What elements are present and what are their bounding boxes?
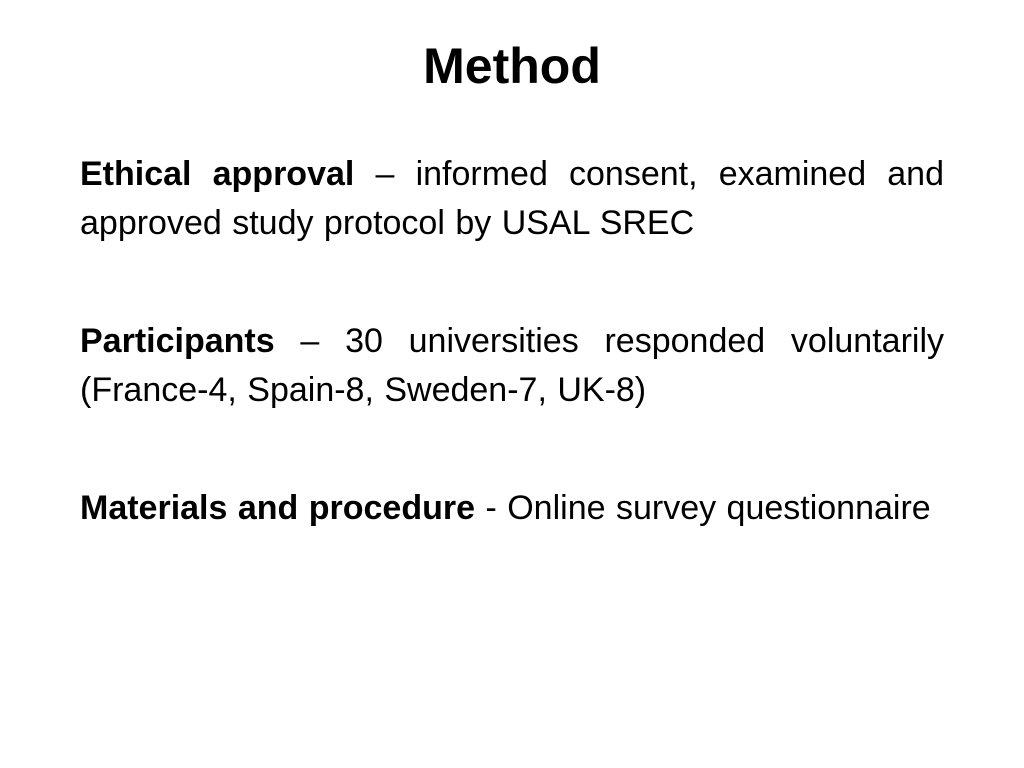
paragraph-text: – 30 universities responded voluntarily (France-4, Spain-8, Sweden-7, UK-8) — [80, 322, 944, 409]
paragraph-text: – informed consent, examined and approved study protocol by USAL SREC — [80, 155, 945, 242]
paragraph-participants — [80, 317, 944, 415]
slide-body — [80, 150, 944, 533]
paragraph-term: Ethical approval — [80, 155, 355, 193]
paragraph-materials-and-procedure — [80, 484, 944, 533]
paragraph-term: Materials and procedure — [80, 489, 476, 527]
slide-title: Method — [423, 38, 601, 94]
paragraph-text: - Online survey questionnaire — [475, 489, 931, 527]
paragraph-term: Participants — [80, 322, 275, 360]
paragraph-ethical-approval — [80, 150, 944, 248]
